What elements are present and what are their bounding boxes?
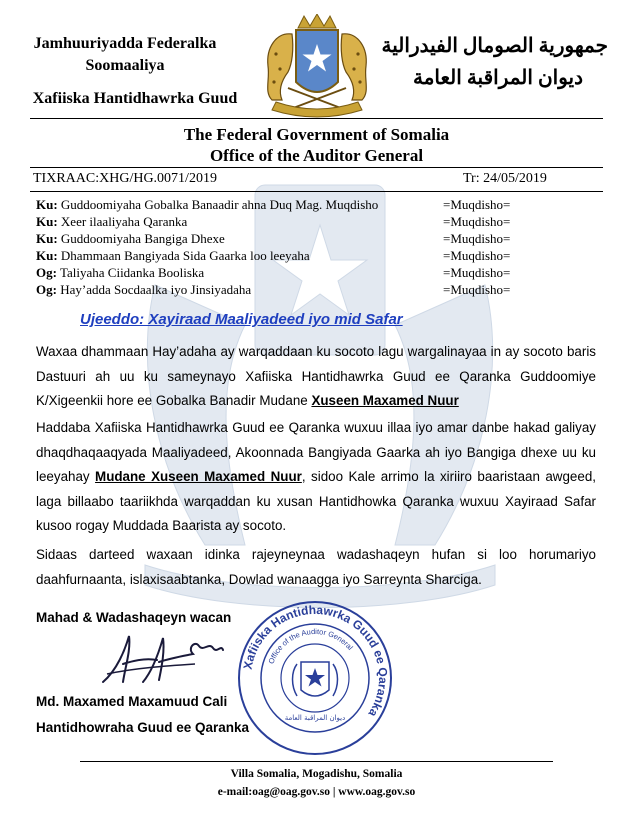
- body-paragraph-1: [36, 340, 596, 414]
- header-english-line2: Office of the Auditor General: [209, 146, 424, 165]
- addressee-row: [36, 248, 556, 264]
- header-english-block: [0, 124, 633, 166]
- addressee-city: =Muqdisho=: [443, 214, 511, 229]
- addressee-prefix: Og:: [36, 265, 57, 280]
- stamp-arabic-text: ديوان المراقبة العامة: [284, 714, 346, 722]
- reference-top-divider: [30, 167, 603, 168]
- header-arabic-line1: جمهورية الصومال الفيدرالية: [381, 35, 608, 57]
- paragraph-text: , sidoo Kale arrimo la xiriiro baaristaan awgeed, laga billaabo taariikhda warqaddan ku xusan Hantidhowka Qaranka wuxuu Xayiraad Safar kusoo rogay Muddada Baarista ay socoto.: [36, 469, 596, 533]
- body-paragraph-2: [36, 416, 596, 539]
- closing-line: Mahad & Wadashaqeyn wacan: [36, 610, 232, 625]
- addressee-row: [36, 265, 556, 281]
- addressee-row: [36, 197, 556, 213]
- addressee-prefix: Ku:: [36, 231, 58, 246]
- addressee-name: Hay’adda Socdaalka iyo Jinsiyadaha: [60, 282, 252, 297]
- official-stamp: [235, 598, 395, 758]
- paragraph-text: Waxaa dhammaan Hay’adaha ay warqaddaan ku socoto lagu wargalinayaa in ay socoto baris Dastuuri ah uu ku sameynayo Xafiiska Hantidhawrka Guud ee Qaranka Guddoomiye K/Xigeenkii hore ee Gobalka Banadir Mudane: [36, 344, 596, 408]
- addressee-city: =Muqdisho=: [443, 265, 511, 280]
- header-somali-block: [20, 33, 230, 77]
- signatory-name: Md. Maxamed Maxamuud Cali: [36, 694, 228, 709]
- header-english-line1: The Federal Government of Somalia: [183, 125, 450, 144]
- addressee-prefix: Ku:: [36, 197, 58, 212]
- body-paragraph-3: [36, 543, 596, 592]
- addressee-row: [36, 231, 556, 247]
- addressee-name: Guddoomiyaha Gobalka Banaadir ahna Duq Mag. Muqdisho: [60, 197, 379, 212]
- stamp-outer-text: Xafiiska Hantidhawrka Guud ee Qaranka: [240, 602, 391, 720]
- addressee-city: =Muqdisho=: [443, 282, 511, 297]
- addressee-name: Guddoomiyaha Bangiga Dhexe: [60, 231, 225, 246]
- addressee-city: =Muqdisho=: [443, 231, 511, 246]
- addressee-prefix: Ku:: [36, 214, 58, 229]
- addressee-prefix: Og:: [36, 282, 57, 297]
- addressee-city: =Muqdisho=: [443, 248, 511, 263]
- header-somali-office: Xafiiska Hantidhawrka Guud: [32, 90, 238, 107]
- addressee-row: [36, 282, 556, 298]
- footer-divider: [80, 761, 553, 762]
- subject-line: Ujeeddo: Xayiraad Maaliyadeed iyo mid Safar: [80, 311, 403, 328]
- stamp-inner-text: Office of the Auditor General: [266, 626, 355, 666]
- signatory-title: Hantidhowraha Guud ee Qaranka: [36, 720, 250, 735]
- subject-person-name: Mudane Xuseen Maxamed Nuur: [95, 469, 302, 484]
- header-arabic-line2: ديوان المراقبة العامة: [413, 67, 583, 89]
- coat-of-arms-emblem: [258, 14, 376, 120]
- header-divider: [30, 118, 603, 119]
- addressee-prefix: Ku:: [36, 248, 58, 263]
- subject-person-name: Xuseen Maxamed Nuur: [311, 393, 459, 408]
- addressee-city: =Muqdisho=: [443, 197, 511, 212]
- addressee-name: Xeer ilaaliyaha Qaranka: [60, 214, 188, 229]
- handwritten-signature: [95, 630, 225, 690]
- svg-text:Office of the Auditor General: [267, 627, 355, 665]
- addressee-row: [36, 214, 556, 230]
- addressee-name: Dhammaan Bangiyada Sida Gaarka loo leeyaha: [60, 248, 310, 263]
- paragraph-text: Haddaba Xafiiska Hantidhawrka Guud ee Qaranka wuxuu illaa iyo amar danbe hakad galiyay dhaqdhaqaaqyada Maaliyadeed, Akoonnada Bangiyada Gaarka ah iyo Bangiga dhexe uu ku leeyahay: [36, 420, 596, 484]
- reference-bottom-divider: [30, 191, 603, 192]
- reference-number: TIXRAAC:XHG/HG.0071/2019: [33, 171, 217, 186]
- stamp-emblem-icon: [293, 662, 338, 696]
- paragraph-text: Sidaas darteed waxaan idinka rajeyneynaa wadashaqeyn hufan si loo horumariyo daahfurnaanta, islaxisaabtanka, Dowlad wanaagga iyo Sarreynta Sharciga.: [36, 547, 596, 587]
- header-somali-line1: Jamhuuriyadda Federalka: [33, 35, 217, 52]
- reference-date: Tr: 24/05/2019: [463, 171, 547, 186]
- addressee-name: Taliyaha Ciidanka Booliska: [59, 265, 205, 280]
- footer-address: Villa Somalia, Mogadishu, Somalia: [230, 768, 403, 780]
- header-somali-line2: Soomaaliya: [85, 57, 165, 74]
- footer-contact: e-mail:oag@oag.gov.so | www.oag.gov.so: [217, 786, 416, 798]
